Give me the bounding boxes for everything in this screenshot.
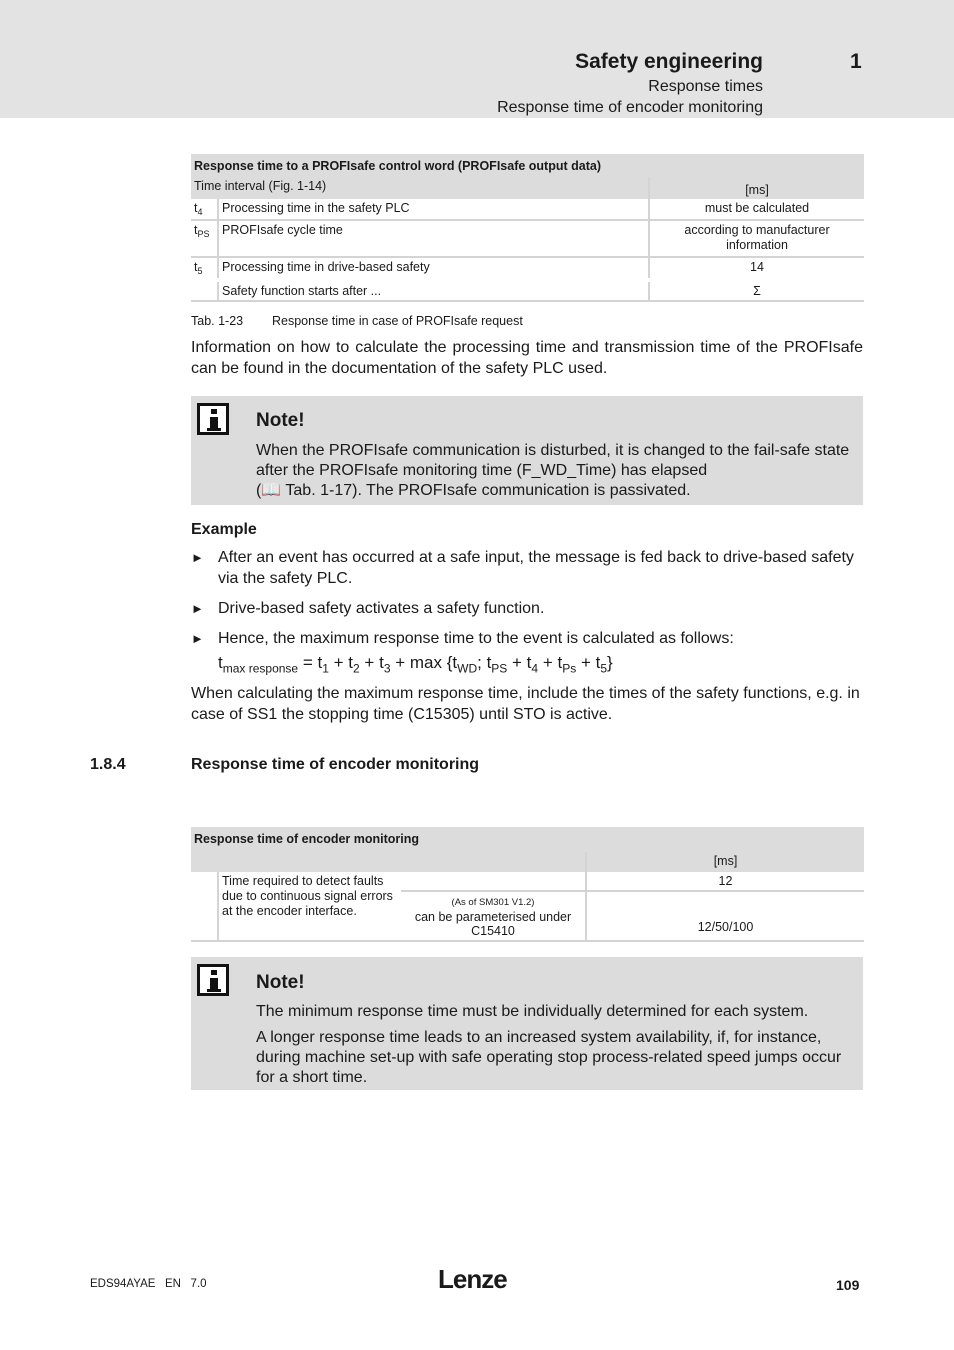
value-cell: 12 xyxy=(586,872,864,891)
chapter-number: 1 xyxy=(850,50,862,73)
table-heading: Response time of encoder monitoring xyxy=(194,832,420,846)
arrow-bullet-icon: ► xyxy=(191,550,204,565)
symbol-cell: $t_{PS}$ xyxy=(194,223,210,239)
list-item: ► Drive-based safety activates a safety function. xyxy=(191,600,545,617)
description-cell: Safety function starts after ... xyxy=(218,280,649,301)
header-subtitle-2: Response time of encoder monitoring xyxy=(497,99,763,116)
parameter-note-cell: (As of SM301 V1.2) can be parameterised under C15410 xyxy=(401,891,586,941)
book-icon: 📖 xyxy=(261,482,282,499)
note-box xyxy=(191,396,863,505)
description-cell: Processing time in the safety PLC xyxy=(218,199,649,220)
response-time-formula: $t_{max response} = t_1 + t_2 + t_3 + \max \{t_{WD}$; $t_{PS} + t_4 + t_{Ps} + t_5$} xyxy=(218,653,613,676)
info-paragraph: Information on how to calculate the processing time and transmission time of the PROFIsafe can be found in the documentation of the safety PLC used. xyxy=(191,339,863,377)
value-cell: 14 xyxy=(649,257,864,280)
description-cell: Time required to detect faults due to continuous signal errors at the encoder interface. xyxy=(218,872,401,941)
table-row xyxy=(191,257,864,280)
value-cell: must be calculated xyxy=(649,199,864,220)
info-icon xyxy=(197,964,229,996)
table-caption: Tab. 1-23 Response time in case of PROFIsafe request xyxy=(191,314,523,328)
note-text: The minimum response time must be individually determined for each system. xyxy=(256,1003,809,1020)
section-number: 1.8.4 xyxy=(90,756,126,773)
table-row xyxy=(191,872,864,891)
note-title: Note! xyxy=(256,972,305,993)
sum-cell: Σ xyxy=(649,280,864,301)
column-header-interval: Time interval (Fig. 1-14) xyxy=(194,179,327,193)
symbol-cell: $t_5$ xyxy=(194,260,203,276)
profisafe-response-table xyxy=(191,154,864,302)
list-item: ► Hence, the maximum response time to the event is calculated as follows: xyxy=(191,630,734,647)
arrow-bullet-icon: ► xyxy=(191,631,204,646)
table-row xyxy=(191,199,864,220)
column-header-unit: [ms] xyxy=(586,852,864,872)
header-title: Safety engineering xyxy=(575,50,763,73)
symbol-cell xyxy=(191,280,218,301)
info-icon xyxy=(197,403,229,435)
description-cell: Processing time in drive-based safety xyxy=(218,257,649,280)
note-text: A longer response time leads to an increased system availability, if, for instance, during machine set-up with safe operating stop process-related speed jumps occur for a short time. xyxy=(256,1029,842,1086)
page-header xyxy=(0,0,954,118)
symbol-cell: $t_4$ xyxy=(194,201,203,217)
calculation-paragraph: When calculating the maximum response time, include the times of the safety functions, e.g. in case of SS1 the stopping time (C15305) until STO is active. xyxy=(191,685,860,723)
table-row xyxy=(191,220,864,257)
note-box xyxy=(191,957,863,1090)
table-row xyxy=(191,280,864,301)
note-text: When the PROFIsafe communication is disturbed, it is changed to the fail-safe state after the PROFIsafe monitoring time (F_WD_Time) has elapsed (📖 Tab. 1-17). The PROFIsafe communication is passivated. xyxy=(256,442,850,499)
value-cell: 12/50/100 xyxy=(586,891,864,941)
header-subtitle-1: Response times xyxy=(648,78,763,95)
document-id: EDS94AYAE EN 7.0 xyxy=(90,1278,207,1290)
column-header-unit: [ms] xyxy=(649,177,864,199)
encoder-monitoring-table xyxy=(191,827,864,942)
lenze-logo: Lenze xyxy=(438,1264,507,1294)
note-title: Note! xyxy=(256,410,305,431)
section-title: Response time of encoder monitoring xyxy=(191,756,480,773)
description-cell: PROFIsafe cycle time xyxy=(218,220,649,257)
arrow-bullet-icon: ► xyxy=(191,601,204,616)
list-item: ► After an event has occurred at a safe input, the message is fed back to drive-based safety via the safety PLC. xyxy=(191,549,854,587)
page-number: 109 xyxy=(836,1277,860,1293)
example-heading: Example xyxy=(191,521,257,538)
table-heading: Response time to a PROFIsafe control word (PROFIsafe output data) xyxy=(194,159,601,173)
value-cell: according to manufacturer information xyxy=(649,220,864,257)
